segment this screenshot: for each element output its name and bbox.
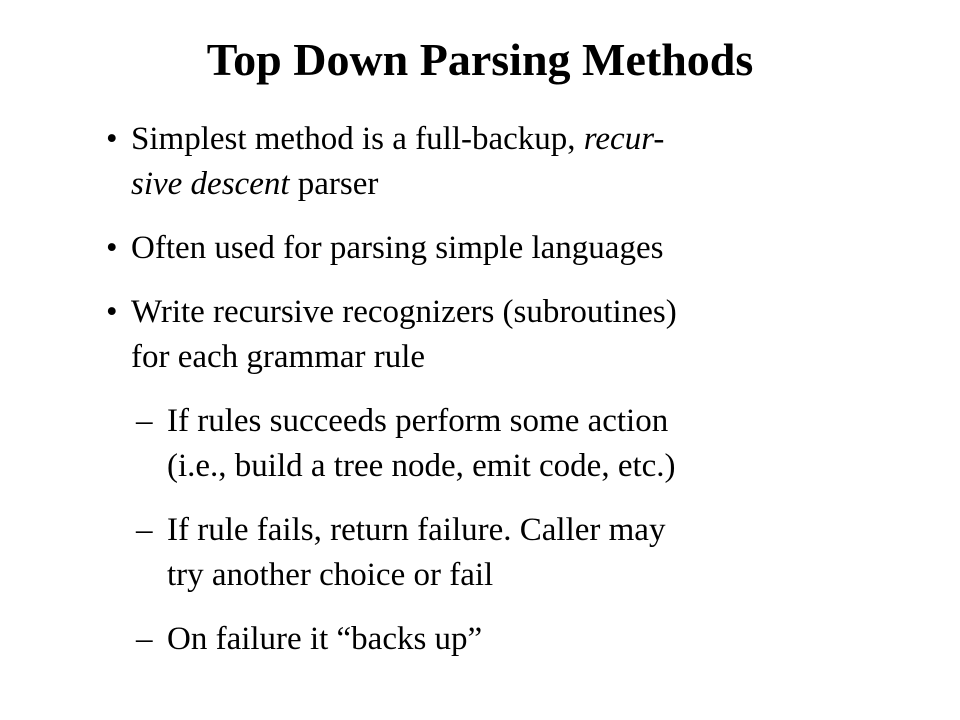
sub-item-line: On failure it “backs up” [167,621,483,657]
bullet-marker: • [106,294,118,330]
sub-item [136,508,665,598]
sub-item-line: If rule fails, return failure. Caller may [167,512,666,548]
sub-item-text [167,399,676,489]
sub-item-text [167,617,482,662]
sub-item-line: (i.e., build a tree node, emit code, etc.) [167,448,676,484]
bullet-marker: • [106,230,118,266]
dash-marker: – [136,621,153,657]
dash-marker: – [136,512,153,548]
bullet-text [131,290,677,380]
bullet-line: Write recursive recognizers (subroutines) [131,294,677,330]
sub-item-line: If rules succeeds perform some action [167,403,669,439]
bullet-item [106,226,663,271]
sub-item [136,399,676,489]
dash-marker: – [136,403,153,439]
bullet-item [106,290,677,380]
slide-title: Top Down Parsing Methods [206,34,754,85]
bullet-text [131,117,664,207]
bullet-line: for each grammar rule [131,339,426,375]
sub-item-line: try another choice or fail [167,557,494,593]
bullet-text [131,226,663,271]
bullet-line-emphasis: recur- [583,121,665,157]
bullet-marker: • [106,121,118,157]
bullet-line [131,117,664,162]
bullet-line-emphasis: sive descent [131,166,290,202]
sub-item [136,617,482,662]
bullet-line: Often used for parsing simple languages [131,230,664,266]
bullet-line-text: parser [289,166,379,202]
sub-item-text [167,508,665,598]
bullet-item [106,117,664,207]
bullet-line-text: Simplest method is a full-backup, [131,121,584,157]
bullet-line [131,162,664,207]
